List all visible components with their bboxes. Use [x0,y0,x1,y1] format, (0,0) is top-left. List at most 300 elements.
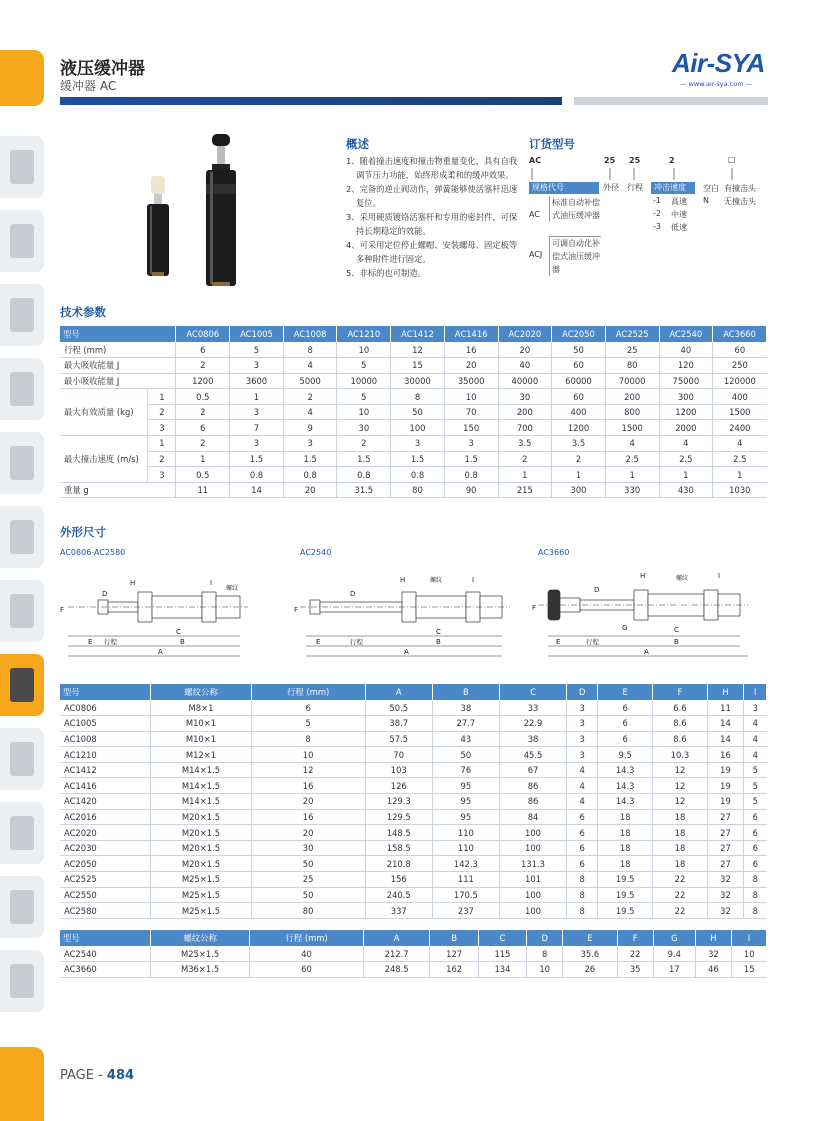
cell: 50 [552,342,606,358]
table-cell: 50 [432,747,499,763]
dims-label-1: AC0806-AC2580 [60,548,126,557]
table-cell: 16 [251,778,365,794]
table-cell: 27 [707,825,743,841]
dim-D: D [594,586,600,594]
table-cell: 18 [598,840,653,856]
table-cell: 19 [707,762,743,778]
order-code-ac: AC [529,156,542,165]
cell: 1500 [605,420,659,436]
cell: 250 [713,358,767,374]
dim-C: C [436,628,441,636]
table-row [60,747,767,763]
table-cell: 22 [653,872,708,888]
tech-row-mass-3 [60,420,767,436]
cell: 60 [552,358,606,374]
dim-G: G [622,624,628,632]
table-cell: 3 [567,731,598,747]
order-label-speed: 冲击速度 [651,182,695,194]
dim-col-header: I [731,930,766,946]
table-cell: 8 [567,872,598,888]
sidebar-tab-7[interactable] [0,580,44,642]
chapter-tab-bottom [0,1047,44,1121]
cell: 1.5 [337,451,391,467]
order-label-stroke: 行程 [627,183,643,192]
table-cell: 3 [567,716,598,732]
table-cell: 50 [251,887,365,903]
table-row [60,794,767,810]
table-cell: 18 [653,809,708,825]
table-cell: 3 [567,747,598,763]
cell: 10 [337,342,391,358]
speed-code-1: -1 [653,196,661,205]
table-cell: 38 [432,700,499,716]
dim-thread: 螺纹 [226,585,239,592]
table-cell: 12 [653,794,708,810]
cell: 2000 [659,420,713,436]
table-cell: 17 [653,962,695,978]
page-number [60,1068,134,1083]
tech-col-header: AC2540 [659,326,713,342]
table-cell: 6.6 [653,700,708,716]
table-cell: 10 [731,946,766,962]
spec-ac-code: AC [529,210,540,219]
table-cell: 20 [251,825,365,841]
table-cell: M12×1 [151,747,251,763]
table-row [60,809,767,825]
table-cell: M25×1.5 [151,872,251,888]
table-cell: 210.8 [365,856,432,872]
table-cell: 101 [499,872,566,888]
table-cell: 10 [251,747,365,763]
table-cell: 129.5 [365,809,432,825]
tech-row-speed-3 [60,467,767,483]
cell: 1200 [176,373,230,389]
dim-A: A [404,648,409,656]
elbow-icon [10,816,34,850]
dim-H: H [640,572,646,580]
tech-row-mass-1 [60,389,767,405]
cell: 2 [337,436,391,452]
sidebar-tab-4[interactable] [0,358,44,420]
table-cell: 8 [744,887,767,903]
cell: 70 [444,404,498,420]
cell: 3 [391,436,445,452]
table-cell: 6 [598,716,653,732]
sub-label: 2 [148,451,176,467]
dim-E: E [316,638,321,646]
table-cell: 6 [567,809,598,825]
dim-col-header: A [365,684,432,700]
row-label: 最大有效质量 (kg) [60,389,148,436]
cell: 60 [552,389,606,405]
dim-col-header: C [499,684,566,700]
order-label-dia: 外径 [603,183,619,192]
table-cell: 100 [499,825,566,841]
dim-col-header: G [653,930,695,946]
cell: 2 [176,404,230,420]
cell: 2 [283,389,337,405]
dim-col-header: 型号 [60,684,151,700]
cell: 9 [283,420,337,436]
dim-col-header: H [707,684,743,700]
sidebar-tab-6[interactable] [0,506,44,568]
dim-D: D [350,590,356,598]
table-cell: 131.3 [499,856,566,872]
dims-label-3: AC3660 [538,548,570,557]
table-cell: 86 [499,794,566,810]
dim-I: I [472,576,475,584]
dim-col-header: I [744,684,767,700]
cell: 120000 [713,373,767,389]
table-cell: 70 [365,747,432,763]
table-cell: 32 [707,903,743,919]
row-label: 最大撞击速度 (m/s) [60,436,148,483]
table-cell: M10×1 [151,716,251,732]
cell: 16 [444,342,498,358]
dim-header-row [60,930,767,946]
order-code-dia: 25 [604,156,616,165]
table-cell: 14 [707,731,743,747]
cell: 400 [713,389,767,405]
dim-F: F [532,604,537,612]
cell: 200 [498,404,552,420]
tech-table [60,326,767,498]
cell: 1 [713,467,767,483]
table-cell: 45.5 [499,747,566,763]
table-cell: 142.3 [432,856,499,872]
table-cell: 12 [251,762,365,778]
speed-name-3: 低速 [671,223,687,232]
cell: 1 [230,389,284,405]
table-cell: AC1420 [60,794,151,810]
table-cell: M20×1.5 [151,809,251,825]
tech-header-row [60,326,767,342]
tech-col-header: AC2020 [498,326,552,342]
cell: 3 [444,436,498,452]
table-cell: 6 [744,825,767,841]
table-cell: M20×1.5 [151,856,251,872]
sidebar-tab-5[interactable] [0,432,44,494]
cell: 3 [230,358,284,374]
table-row [60,872,767,888]
brand-url: — www.air-sya.com — [680,80,753,88]
cell: 8 [391,389,445,405]
cylinder-icon [10,224,34,258]
header-bar-blue [60,97,562,105]
table-cell: 86 [499,778,566,794]
table-cell: 18 [598,825,653,841]
row-label: 最大吸收能量 J [60,358,176,374]
row-label: 行程 (mm) [60,342,176,358]
order-code-head: □ [728,155,736,164]
table-cell: AC2016 [60,809,151,825]
table-row [60,700,767,716]
table-cell: AC2550 [60,887,151,903]
cell: 1 [176,451,230,467]
table-cell: 4 [567,778,598,794]
nozzle-icon [10,964,34,998]
table-cell: 38.7 [365,716,432,732]
chapter-tab-top [0,50,44,106]
table-cell: 26 [563,962,617,978]
dims-label-2: AC2540 [300,548,332,557]
table-cell: 6 [744,856,767,872]
order-code-stroke: 25 [629,156,641,165]
dim-stroke: 行程 [104,638,117,646]
dim-col-header: E [598,684,653,700]
cell: 300 [552,482,606,498]
cell: 1.5 [230,451,284,467]
cell: 1.5 [391,451,445,467]
table-cell: 4 [744,731,767,747]
sub-label: 2 [148,404,176,420]
table-row [60,903,767,919]
spec-ac-desc: 标准自动补偿式油压缓冲器 [549,196,601,222]
cell: 150 [444,420,498,436]
table-cell: 100 [499,903,566,919]
dim-col-header: 螺纹公称 [150,930,250,946]
overview-item: 2、完备的逆止阀动作，弹簧能够使活塞杆迅速复位。 [346,184,518,208]
cell: 2.5 [659,451,713,467]
cell: 3 [230,436,284,452]
table-cell: 32 [707,872,743,888]
dim-col-header: F [617,930,653,946]
table-row [60,778,767,794]
table-row [60,762,767,778]
dimension-drawing-2 [296,570,516,662]
table-cell: 14.3 [598,794,653,810]
cell: 2.5 [605,451,659,467]
cell: 40000 [498,373,552,389]
sidebar-tab-1[interactable] [0,136,44,198]
table-cell: 18 [598,856,653,872]
table-cell: 32 [707,887,743,903]
dim-I: I [210,579,213,587]
table-cell: 25 [251,872,365,888]
head-code-1: 空白 [703,184,719,193]
table-cell: 8 [567,887,598,903]
table-cell: M14×1.5 [151,778,251,794]
tech-col-header: AC3660 [713,326,767,342]
table-cell: 3 [744,700,767,716]
tech-col-header: AC2525 [605,326,659,342]
table-cell: 38 [499,731,566,747]
row-label: 最小吸收能量 J [60,373,176,389]
tech-row-weight [60,482,767,498]
table-cell: 10.3 [653,747,708,763]
tech-row-stroke [60,342,767,358]
table-cell: 162 [430,962,478,978]
fitting-icon [10,372,34,406]
speed-name-2: 中速 [671,210,687,219]
table-cell: M20×1.5 [151,840,251,856]
table-cell: 9.5 [598,747,653,763]
table-cell: AC1008 [60,731,151,747]
table-cell: 35.6 [563,946,617,962]
table-cell: 5 [744,778,767,794]
table-cell: 8 [527,946,563,962]
sensor-icon [10,742,34,776]
table-cell: M36×1.5 [150,962,250,978]
tech-col-header: AC1412 [391,326,445,342]
sidebar-tab-12[interactable] [0,950,44,1012]
spec-acj-desc: 可调自动化补偿式油压缓冲器 [549,236,601,276]
tech-col-header: AC1008 [283,326,337,342]
overview-heading: 概述 [346,137,369,151]
table-cell: 14.3 [598,762,653,778]
table-cell: AC2050 [60,856,151,872]
table-cell: 240.5 [365,887,432,903]
table-cell: 3 [567,700,598,716]
dim-F: F [60,606,65,614]
sidebar-tab-3[interactable] [0,284,44,346]
table-cell: 27 [707,840,743,856]
table-cell: M10×1 [151,731,251,747]
speed-code-2: -2 [653,209,661,218]
cell: 200 [605,389,659,405]
cell: 10 [444,389,498,405]
overview-item: 5、非标的也可制造。 [346,268,426,278]
dimension-drawing-1 [58,570,258,662]
cell: 100 [391,420,445,436]
sidebar-tab-2[interactable] [0,210,44,272]
table-cell: 60 [250,962,363,978]
speed-name-1: 高速 [671,197,687,206]
cell: 3.5 [498,436,552,452]
sidebar-tab-8-active[interactable] [0,654,44,716]
dim-thread: 螺纹 [676,575,689,582]
table-cell: 158.5 [365,840,432,856]
table-row [60,840,767,856]
cell: 5 [337,389,391,405]
table-cell: 30 [251,840,365,856]
table-row [60,856,767,872]
cell: 1200 [659,404,713,420]
table-cell: 46 [695,962,731,978]
cylinder-icon [10,150,34,184]
cell: 3.5 [552,436,606,452]
table-cell: 4 [567,762,598,778]
order-heading: 订货型号 [529,137,575,151]
table-cell: 22 [653,903,708,919]
table-cell: 5 [744,794,767,810]
table-cell: 14 [707,716,743,732]
table-cell: 6 [567,825,598,841]
dim-E: E [556,638,561,646]
dimension-table-1 [60,684,767,919]
dim-col-header: 行程 (mm) [251,684,365,700]
dim-col-header: D [527,930,563,946]
cell: 3600 [230,373,284,389]
table-cell: 9.4 [653,946,695,962]
table-cell: 237 [432,903,499,919]
table-cell: M14×1.5 [151,794,251,810]
table-cell: 8.6 [653,716,708,732]
table-cell: 11 [707,700,743,716]
cell: 14 [230,482,284,498]
dim-col-header: F [653,684,708,700]
cell: 215 [498,482,552,498]
table-cell: 4 [744,747,767,763]
table-cell: AC2540 [60,946,150,962]
sidebar-tab-9[interactable] [0,728,44,790]
tech-row-minenergy [60,373,767,389]
cell: 90 [444,482,498,498]
page-prefix: PAGE - [60,1068,107,1083]
table-cell: 8.6 [653,731,708,747]
dim-col-header: B [432,684,499,700]
head-name-1: 有撞击头 [724,184,756,193]
table-cell: 18 [653,856,708,872]
cell: 4 [713,436,767,452]
table-cell: M25×1.5 [150,946,250,962]
cell: 50 [391,404,445,420]
cell: 430 [659,482,713,498]
tech-col-header: AC1005 [230,326,284,342]
cell: 60000 [552,373,606,389]
table-cell: AC0806 [60,700,151,716]
table-row [60,731,767,747]
table-cell: 14.3 [598,778,653,794]
table-cell: 27 [707,809,743,825]
table-cell: 19.5 [598,872,653,888]
cell: 4 [283,404,337,420]
dim-col-header: C [478,930,526,946]
table-cell: 8 [567,903,598,919]
table-cell: 110 [432,825,499,841]
tech-col-header: AC2050 [552,326,606,342]
cell: 2400 [713,420,767,436]
table-cell: 22.9 [499,716,566,732]
table-cell: 18 [653,840,708,856]
table-cell: 127 [430,946,478,962]
table-cell: 50 [251,856,365,872]
cell: 10000 [337,373,391,389]
overview-item: 4、可采用定位停止螺帽、安装螺母、固定板等多种附件进行固定。 [346,240,518,264]
row-label: 重量 g [60,482,176,498]
cell: 4 [659,436,713,452]
cell: 3 [230,404,284,420]
table-cell: 6 [598,731,653,747]
table-row [60,946,767,962]
table-cell: 57.5 [365,731,432,747]
table-cell: 115 [478,946,526,962]
table-cell: 40 [250,946,363,962]
table-cell: 19.5 [598,903,653,919]
table-cell: 5 [251,716,365,732]
sidebar-tab-11[interactable] [0,876,44,938]
cell: 20 [283,482,337,498]
dim-B: B [674,638,679,646]
table-cell: 4 [567,794,598,810]
dim-I: I [718,572,721,580]
spec-acj-code: ACJ [529,250,543,259]
tech-col-header: AC0806 [176,326,230,342]
cell: 30 [337,420,391,436]
cell: 0.8 [444,467,498,483]
overview-list [346,154,522,280]
cell: 300 [659,389,713,405]
cell: 12 [391,342,445,358]
table-cell: 8 [744,903,767,919]
sidebar-tab-10[interactable] [0,802,44,864]
table-cell: 110 [432,840,499,856]
table-cell: 15 [731,962,766,978]
cell: 4 [605,436,659,452]
table-cell: 6 [744,840,767,856]
cell: 1500 [713,404,767,420]
cell: 30 [498,389,552,405]
